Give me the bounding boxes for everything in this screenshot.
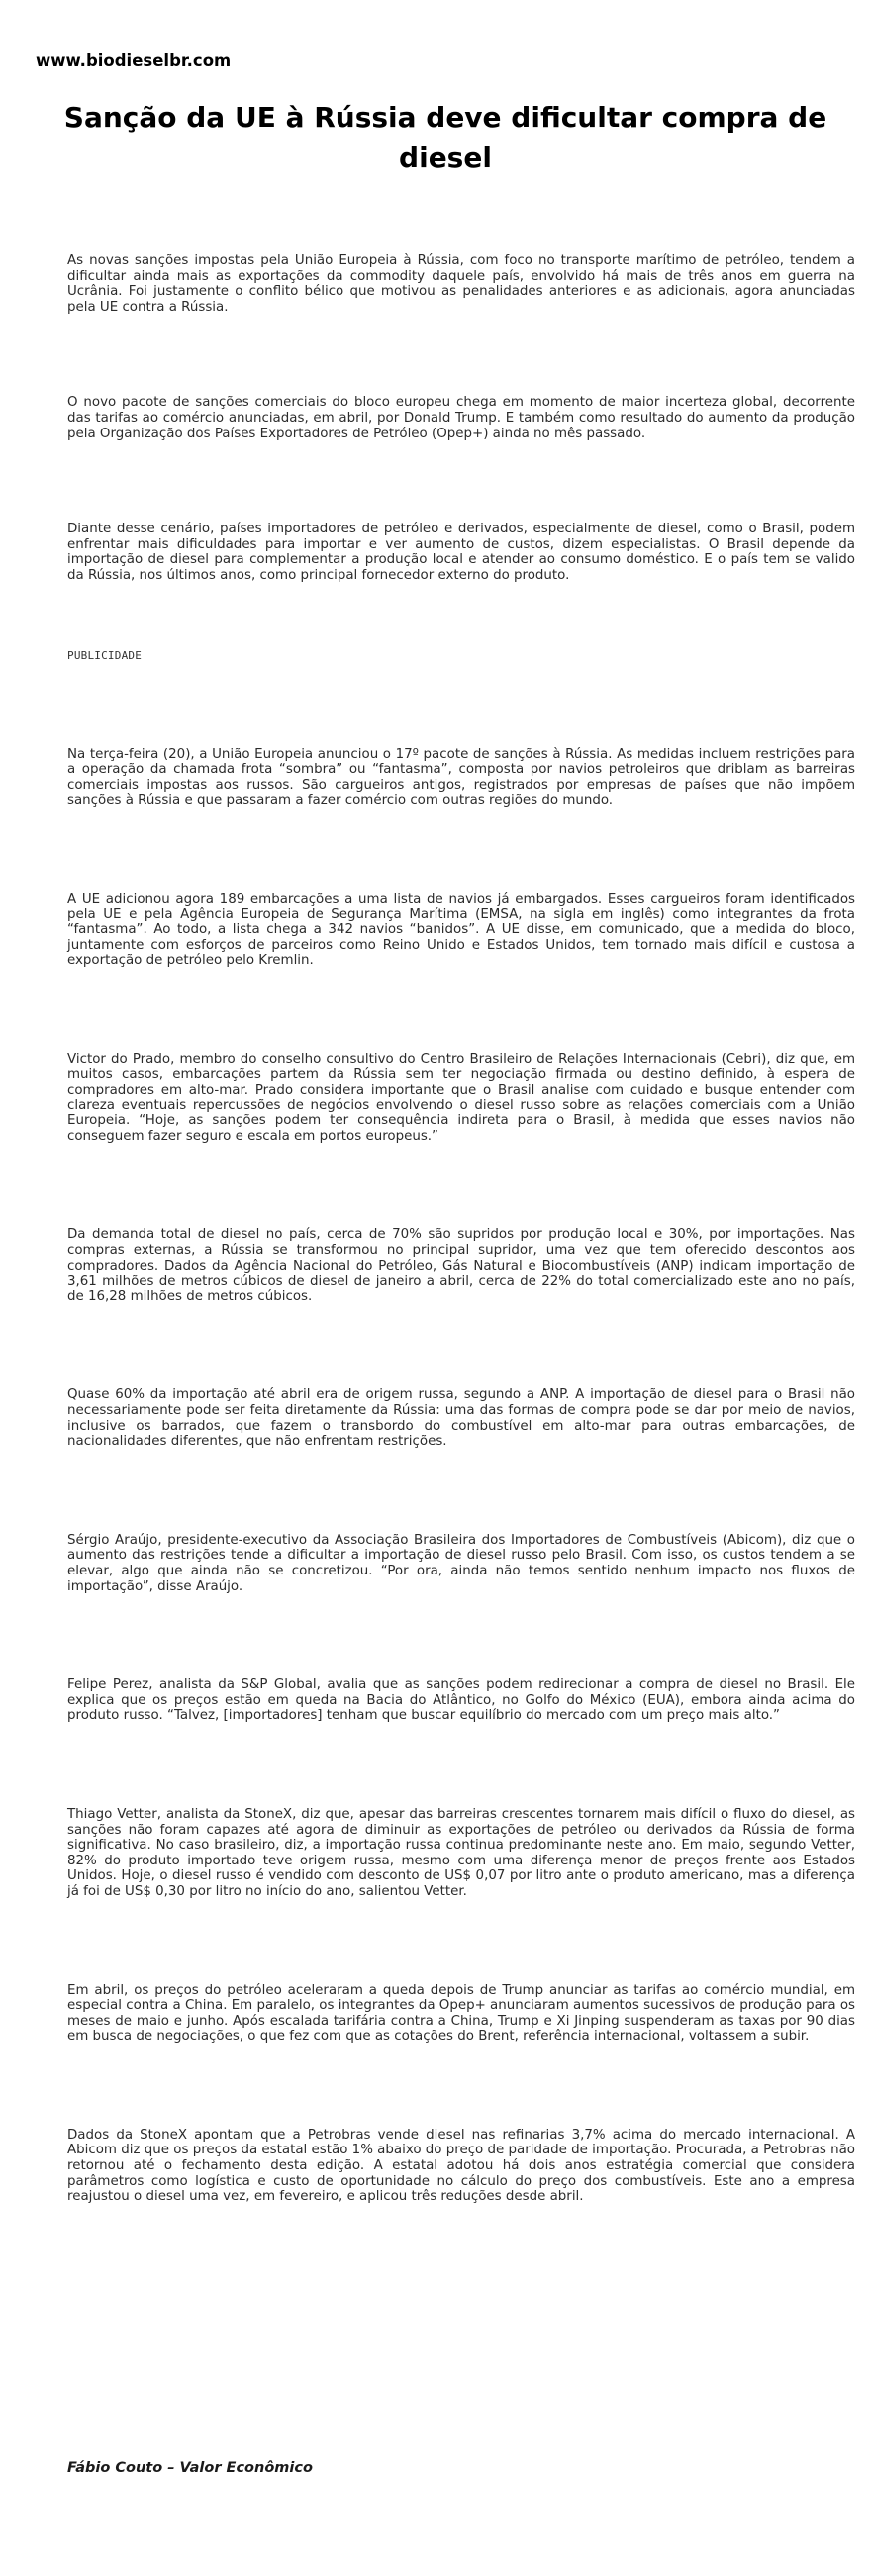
article-paragraph: As novas sanções impostas pela União Europeia à Rússia, com foco no transporte marítimo de petróleo, tendem a dificultar ainda mais as exportações da commodity daquele país, envolvido há mais de três anos em guerra na Ucrânia. Foi justamente o conflito bélico que motivou as penalidades anteriores e as adicionais, agora anunciadas pela UE contra a Rússia. bbox=[67, 253, 855, 315]
article-paragraph: Dados da StoneX apontam que a Petrobras vende diesel nas refinarias 3,7% acima do mercado internacional. A Abicom diz que os preços da estatal estão 1% abaixo do preço de paridade de importação. Procurada, a Petrobras não retornou até o fechamento desta edição. A estatal adotou há dois anos estratégia comercial que considera parâmetros como logística e custo de oportunidade no cálculo do preço dos combustíveis. Este ano a empresa reajustou o diesel uma vez, em fevereiro, e aplicou três reduções desde abril. bbox=[67, 2127, 855, 2205]
article-paragraph: Na terça-feira (20), a União Europeia anunciou o 17º pacote de sanções à Rússia. As medidas incluem restrições para a operação da chamada frota “sombra” ou “fantasma”, composta por navios petroleiros que driblam as barreiras comerciais impostas aos russos. São cargueiros antigos, registrados por empresas de países que não impõem sanções à Rússia e que passaram a fazer comércio com outras regiões do mundo. bbox=[67, 746, 855, 809]
article-paragraph: Quase 60% da importação até abril era de origem russa, segundo a ANP. A importação de diesel para o Brasil não necessariamente pode ser feita diretamente da Rússia: uma das formas de compra pode se dar por meio de navios, inclusive os barrados, que fazem o transbordo do combustível em alto-mar para outras embarcações, de nacionalidades diferentes, que não enfrentam restrições. bbox=[67, 1387, 855, 1450]
article-title: Sanção da UE à Rússia deve dificultar compra de diesel bbox=[63, 101, 827, 174]
site-link[interactable]: www.biodieselbr.com bbox=[36, 51, 232, 70]
article-paragraph: A UE adicionou agora 189 embarcações a uma lista de navios já embargados. Esses cargueiros foram identificados pela UE e pela Agência Europeia de Segurança Marítima (EMSA, na sigla em inglês) como integrantes da frota “fantasma”. Ao todo, a lista chega a 342 navios “banidos”. A UE disse, em comunicado, que a medida do bloco, juntamente com esforços de parceiros como Reino Unido e Estados Unidos, tem tornado mais difícil e custosa a exportação de petróleo pelo Kremlin. bbox=[67, 891, 855, 969]
article-paragraph: Diante desse cenário, países importadores de petróleo e derivados, especialmente de diesel, como o Brasil, podem enfrentar mais dificuldades para importar e ver aumento de custos, dizem especialistas. O Brasil depende da importação de diesel para complementar a produção local e atender ao consumo doméstico. E o país tem se valido da Rússia, nos últimos anos, como principal fornecedor externo do produto. bbox=[67, 522, 855, 583]
article-paragraph: Thiago Vetter, analista da StoneX, diz que, apesar das barreiras crescentes tornarem mais difícil o fluxo do diesel, as sanções não foram capazes até agora de diminuir as exportações de petróleo ou derivados da Rússia de forma significativa. No caso brasileiro, diz, a importação russa continua predominante neste ano. Em maio, segundo Vetter, 82% do produto importado teve origem russa, mesmo com uma diferença menor de preços frente aos Estados Unidos. Hoje, o diesel russo é vendido com desconto de US$ 0,07 por litro ante o produto americano, mas a diferença já foi de US$ 0,30 por litro no início do ano, salientou Vetter. bbox=[67, 1806, 855, 1899]
article-paragraph: Da demanda total de diesel no país, cerca de 70% são supridos por produção local e 30%, por importações. Nas compras externas, a Rússia se transformou no principal supridor, uma vez que tem oferecido descontos aos compradores. Dados da Agência Nacional do Petróleo, Gás Natural e Biocombustíveis (ANP) indicam importação de 3,61 milhões de metros cúbicos de diesel de janeiro a abril, cerca de 22% do total comercializado este ano no país, de 16,28 milhões de metros cúbicos. bbox=[67, 1227, 855, 1304]
article-body bbox=[67, 253, 855, 2205]
article-paragraph: Felipe Perez, analista da S&P Global, avalia que as sanções podem redirecionar a compra de diesel no Brasil. Ele explica que os preços estão em queda na Bacia do Atlântico, no Golfo do México (EUA), embora ainda acima do produto russo. “Talvez, [importadores] tenham que buscar equilíbrio do mercado com um preço mais alto.” bbox=[67, 1677, 855, 1724]
article-paragraph: Sérgio Araújo, presidente-executivo da Associação Brasileira dos Importadores de Combustíveis (Abicom), diz que o aumento das restrições tende a dificultar a importação de diesel russo pelo Brasil. Com isso, os custos tendem a se elevar, algo que ainda não se concretizou. “Por ora, ainda não temos sentido nenhum impacto nos fluxos de importação”, disse Araújo. bbox=[67, 1532, 855, 1594]
article-paragraph: O novo pacote de sanções comerciais do bloco europeu chega em momento de maior incerteza global, decorrente das tarifas ao comércio anunciadas, em abril, por Donald Trump. E também como resultado do aumento da produção pela Organização dos Países Exportadores de Petróleo (Opep+) ainda no mês passado. bbox=[67, 395, 855, 441]
article-byline: Fábio Couto – Valor Econômico bbox=[67, 2460, 313, 2476]
article-paragraph: Em abril, os preços do petróleo aceleraram a queda depois de Trump anunciar as tarifas ao comércio mundial, em especial contra a China. Em paralelo, os integrantes da Opep+ anunciaram aumentos sucessivos de produção para os meses de maio e junho. Após escalada tarifária contra a China, Trump e Xi Jinping suspenderam as taxas por 90 dias em busca de negociações, o que fez com que as cotações do Brent, referência internacional, voltassem a subir. bbox=[67, 1982, 855, 2045]
article-paragraph: Victor do Prado, membro do conselho consultivo do Centro Brasileiro de Relações Internacionais (Cebri), diz que, em muitos casos, embarcações partem da Rússia sem ter negociação firmada ou destino definido, à espera de compradores em alto-mar. Prado considera importante que o Brasil analise com cuidado e busque entender com clareza eventuais repercussões de negócios envolvendo o diesel russo sobre as relações comerciais com a União Europeia. “Hoje, as sanções podem ter consequência indireta para o Brasil, à medida que esses navios não conseguem fazer seguro e escala em portos europeus.” bbox=[67, 1051, 855, 1144]
advertisement-label: PUBLICIDADE bbox=[67, 648, 143, 662]
